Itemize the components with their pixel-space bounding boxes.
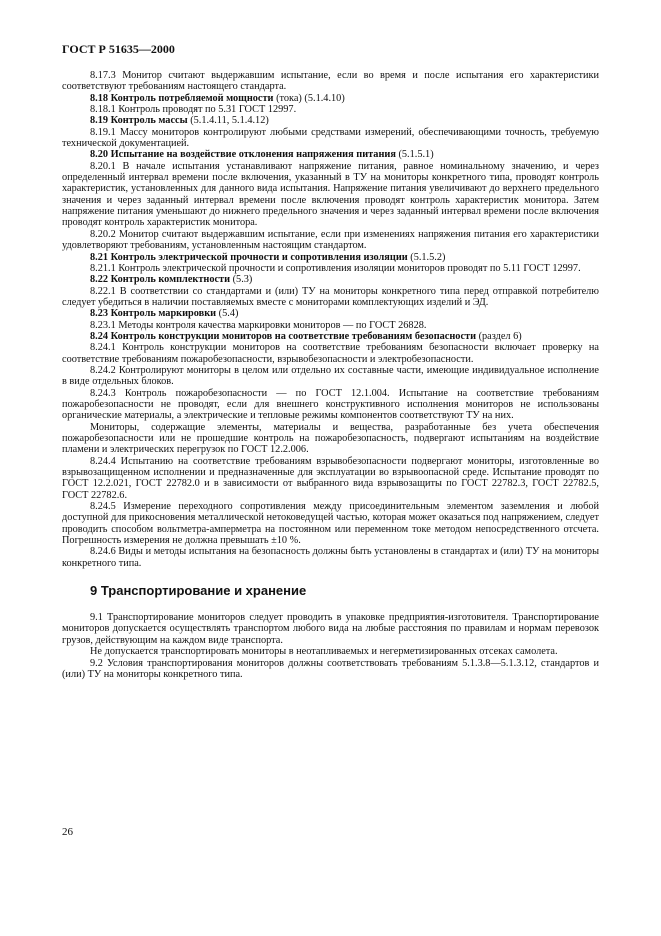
- subsection-heading: [62, 93, 599, 104]
- subsection-heading: [62, 115, 599, 126]
- paragraph: 8.21.1 Контроль электрической прочности и сопротивления изоляции мониторов проводят по 5.11 ГОСТ 12997.: [90, 262, 581, 274]
- paragraph: 8.18.1 Контроль проводят по 5.31 ГОСТ 12997.: [90, 104, 297, 116]
- paragraph: 8.20.2 Монитор считают выдержавшим испытание, если при изменениях напряжения питания его характеристики удовлетворяют требованиям, установленным настоящим стандартом.: [62, 228, 599, 252]
- section-title: 9 Транспортирование и хранение: [90, 583, 307, 599]
- paragraph: 8.19.1 Массу мониторов контролируют любыми средствами измерений, обеспечивающими точность, требуемую технической документацией.: [62, 126, 599, 150]
- paragraph: 8.17.3 Монитор считают выдержавшим испытание, если во время и после испытания его характеристики соответствуют требованиям настоящего стандарта.: [62, 70, 599, 93]
- heading-number: 8.20: [90, 149, 109, 161]
- paragraph: Не допускается транспортировать мониторы в неотапливаемых и негерметизированных отсеках самолета.: [90, 646, 558, 658]
- heading-bold: Контроль комплектности: [110, 274, 231, 286]
- subsection-heading: [62, 331, 599, 342]
- heading-number: 8.23: [90, 308, 109, 320]
- heading-number: 8.21: [90, 251, 109, 263]
- paragraph: 8.24.1 Контроль конструкции мониторов на соответствие требованиям безопасности включает проверку на соответствие требованиям пожаробезопасности, взрывобезопасности и электробезопасности.: [62, 342, 599, 365]
- paragraph: 8.24.2 Контролируют мониторы в целом или отдельно их составные части, имеющие индивидуальное исполнение в виде отдельных блоков.: [62, 364, 599, 388]
- subsection-heading: [62, 308, 599, 319]
- paragraph: 8.20.1 В начале испытания устанавливают напряжение питания, равное номинальному значению, и через определенный интервал времени после включения, указанный в ТУ на мониторы конкретного типа, проводят контроль характеристик, установленных для данного вида испытания. Напряжение питания увеличивают до верхнего предельного значения и через заданный интервал времени после включения проводят контроль характеристик монитора. Затем напряжение питания уменьшают до нижнего предельного значения и через заданный интервал времени после включения проводят контроль характеристик монитора.: [62, 160, 599, 229]
- heading-rest: (тока) (5.1.4.10): [273, 92, 345, 104]
- paragraph: 9.1 Транспортирование мониторов следует проводить в упаковке предприятия-изготовителя. Транспортирование мониторов допускается осуществлять транспортом любого вида на любые расстояния по правилам и нормам перевозок грузов, действующим на каждом виде транспорта.: [62, 612, 599, 646]
- paragraph: 8.24.5 Измерение переходного сопротивления между присоединительным элементом заземления и любой доступной для прикосновения металлической нетоковедущей частью, которая может оказаться под напряжением, следует проводить способом вольтметра-амперметра на постоянном или переменном токе методом непосредственного отсчета. Погрешность измерения не должна превышать ±10 %.: [62, 501, 599, 547]
- heading-bold: Контроль маркировки: [110, 308, 217, 320]
- heading-bold: Контроль массы: [110, 115, 188, 127]
- paragraph: 9.2 Условия транспортирования мониторов должны соответствовать требованиям 5.1.3.8—5.1.3.12, стандартов и (или) ТУ на мониторы конкретного типа.: [62, 657, 599, 680]
- paragraph: Мониторы, содержащие элементы, материалы и вещества, разработанные без учета обеспечения пожаробезопасности или не прошедшие контроль на пожаробезопасность, подвергают испытаниям на воздействие пламени и электрических перегрузок по ГОСТ 12.2.006.: [62, 421, 599, 456]
- heading-rest: (5.1.4.11, 5.1.4.12): [187, 115, 269, 127]
- heading-rest: (5.1.5.1): [395, 149, 434, 161]
- heading-number: 8.18: [90, 92, 109, 104]
- heading-number: 8.19: [90, 115, 109, 127]
- heading-bold: Контроль потребляемой мощности: [110, 92, 274, 104]
- heading-number: 8.22: [90, 274, 109, 286]
- paragraph: 8.24.6 Виды и методы испытания на безопасность должны быть установлены в стандартах и (или) ТУ на мониторы конкретного типа.: [62, 546, 599, 569]
- heading-rest: (5.3): [230, 274, 253, 286]
- heading-bold: Испытание на воздействие отклонения напряжения питания: [110, 149, 396, 161]
- subsection-heading: [62, 252, 599, 263]
- paragraph: 8.22.1 В соответствии со стандартами и (или) ТУ на мониторы конкретного типа перед отправкой потребителю следует убедиться в наличии поставляемых вместе с мониторами комплектующих изделий и ЭД.: [62, 285, 599, 308]
- heading-rest: (5.4): [216, 308, 239, 320]
- paragraph: 8.24.3 Контроль пожаробезопасности — по ГОСТ 12.1.004. Испытание на соответствие требованиям пожаробезопасности не проводят, если для внешнего конструктивного исполнения мониторов не использованы органические материалы, а электрические и тепловые режимы компонентов соответствуют ТУ на них.: [62, 387, 599, 422]
- heading-rest: (раздел 6): [476, 330, 522, 342]
- paragraph: 8.24.4 Испытанию на соответствие требованиям взрывобезопасности подвергают мониторы, изготовленные во взрывозащищенном исполнении и предназначенные для эксплуатации во взрывоопасной среде. Испытание проводят по ГОСТ 12.2.021, ГОСТ 22782.0 и в зависимости от выбранного вида взрывозащиты по ГОСТ 22782.3, ГОСТ 22782.5, ГОСТ 22782.6.: [62, 455, 599, 501]
- subsection-heading: [62, 274, 599, 285]
- paragraph: 8.23.1 Методы контроля качества маркировки мониторов — по ГОСТ 26828.: [90, 319, 427, 331]
- document-body: [62, 70, 599, 680]
- heading-bold: Контроль конструкции мониторов на соответствие требованиям безопасности: [110, 330, 477, 342]
- subsection-heading: [62, 149, 599, 160]
- heading-bold: Контроль электрической прочности и сопротивления изоляции: [110, 251, 408, 263]
- page-number: 26: [62, 826, 73, 838]
- document-header: ГОСТ Р 51635—2000: [62, 42, 175, 56]
- heading-number: 8.24: [90, 330, 109, 342]
- heading-rest: (5.1.5.2): [407, 251, 446, 263]
